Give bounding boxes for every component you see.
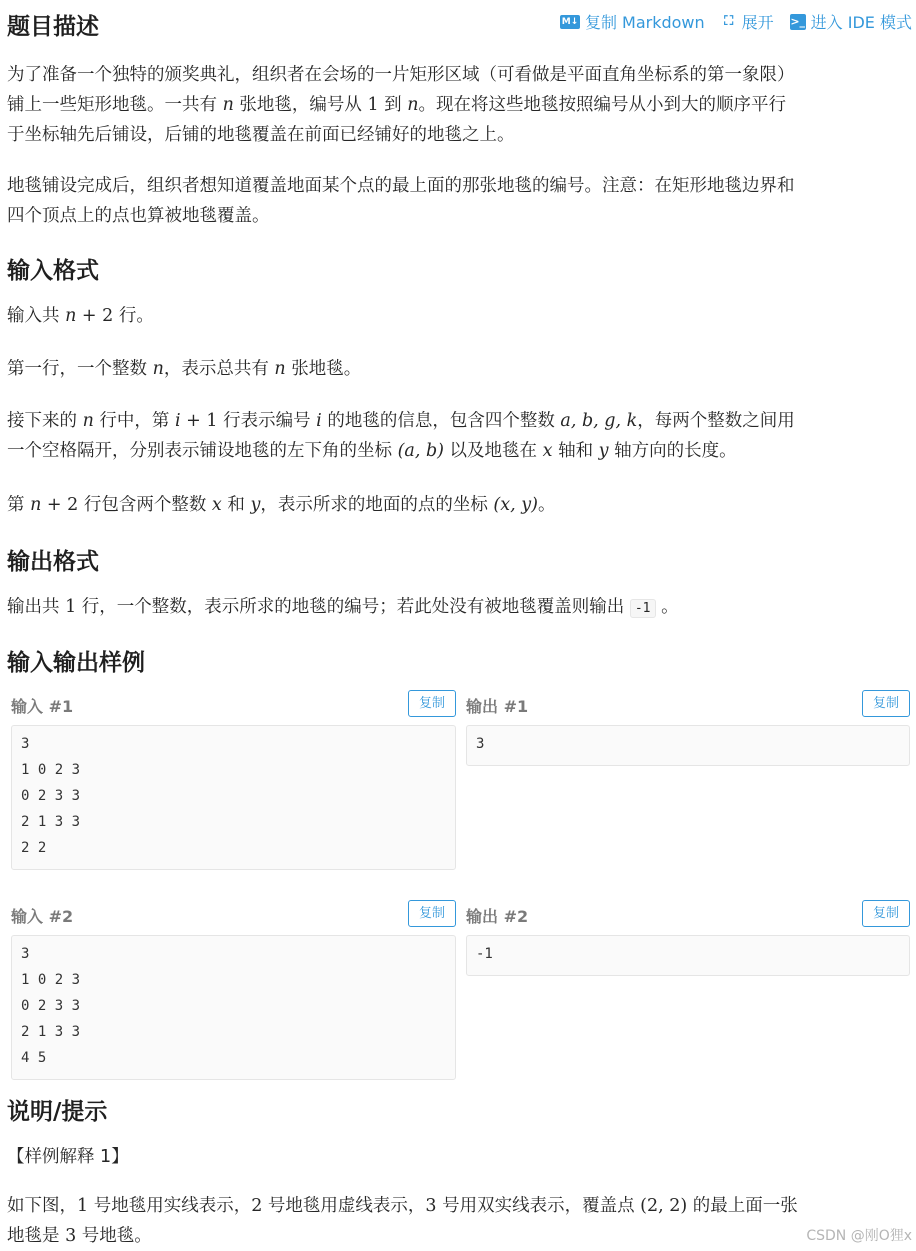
watermark: CSDN @刚O狸x — [806, 1228, 912, 1244]
math: 1 — [77, 1196, 89, 1216]
input-format-line-2 — [7, 354, 912, 384]
text: 号地毯用实线表示， — [88, 1196, 252, 1216]
text: 行包含两个整数 — [78, 495, 212, 515]
ide-mode-button[interactable] — [790, 10, 912, 33]
text: 行，一个整数，表示所求的地毯的编号；若此处没有被地毯覆盖则输出 — [76, 597, 630, 617]
code-line: 1 0 2 3 — [21, 762, 81, 778]
math: x — [542, 441, 553, 461]
description-paragraph-1 — [7, 60, 912, 150]
text: 第一行，一个整数 — [7, 359, 153, 379]
text: 第 — [7, 495, 31, 515]
terminal-icon: >_ — [790, 14, 806, 28]
markdown-icon: M↓ — [561, 16, 579, 27]
input-format-line-3 — [7, 406, 912, 466]
text: 张地毯，编号从 — [233, 95, 368, 115]
math: n — [407, 95, 419, 115]
toolbar — [560, 10, 912, 33]
math: y — [598, 441, 609, 461]
text: 铺上一些矩形地毯。一共有 — [7, 95, 223, 115]
text: 为了准备一个独特的颁奖典礼，组织者在会场的一片矩形区域（可看做是平面直角坐标系的第一象限） — [7, 65, 795, 85]
math: n — [82, 411, 94, 431]
text: 。现在将这些地毯按照编号从小到大的顺序平行 — [418, 95, 787, 115]
text: 的最上面一张 — [687, 1196, 798, 1216]
copy-markdown-label: 复制 Markdown — [584, 13, 705, 32]
math: i — [316, 411, 322, 431]
math: (2, 2) — [640, 1196, 688, 1216]
text: 号地毯用虚线表示， — [262, 1196, 426, 1216]
math: 2 — [251, 1196, 263, 1216]
math: 1 — [65, 597, 77, 617]
sample-1-input-label: 输入 #1 — [11, 697, 74, 716]
text: 和 — [221, 495, 251, 515]
text: 如下图， — [7, 1196, 77, 1216]
math: (a, b) — [397, 441, 444, 461]
section-heading-input: 输入格式 — [7, 258, 99, 284]
section-heading-samples: 输入输出样例 — [7, 650, 145, 676]
text: 于坐标轴先后铺设，后铺的地毯覆盖在前面已经铺好的地毯之上。 — [7, 125, 515, 145]
text: 号地毯。 — [76, 1226, 152, 1246]
text: 四个顶点上的点也算被地毯覆盖。 — [7, 206, 270, 226]
text: 一个空格隔开，分别表示铺设地毯的左下角的坐标 — [7, 441, 398, 461]
sample-1-input-box[interactable] — [11, 725, 456, 870]
copy-sample-1-input-button[interactable]: 复制 — [408, 690, 456, 717]
expand-label: 展开 — [741, 13, 774, 32]
copy-markdown-button[interactable] — [560, 10, 705, 33]
code-line: 3 — [21, 946, 30, 962]
math: 3 — [425, 1196, 437, 1216]
text: 行中，第 — [93, 411, 175, 431]
copy-sample-2-input-button[interactable]: 复制 — [408, 900, 456, 927]
sample-1-output-box[interactable] — [466, 725, 910, 766]
text: 行。 — [113, 306, 154, 326]
code-line: 2 2 — [21, 840, 47, 856]
math: x — [211, 495, 222, 515]
math: n — [222, 95, 234, 115]
section-heading-output: 输出格式 — [7, 549, 99, 575]
text: 以及地毯在 — [443, 441, 543, 461]
text: 接下来的 — [7, 411, 83, 431]
math: n — [274, 359, 286, 379]
text: 行表示编号 — [217, 411, 317, 431]
text: 输入共 — [7, 306, 66, 326]
text: 的地毯的信息，包含四个整数 — [321, 411, 561, 431]
section-heading-hint: 说明/提示 — [7, 1099, 108, 1125]
text: 地毯是 — [7, 1226, 66, 1246]
sample-2-output-label: 输出 #2 — [466, 907, 529, 926]
code-line: 2 1 3 3 — [21, 1024, 81, 1040]
code-line: 2 1 3 3 — [21, 814, 81, 830]
sample-2-output-box[interactable] — [466, 935, 910, 976]
input-format-line-1 — [7, 301, 912, 331]
code-line: 4 5 — [21, 1050, 47, 1066]
inline-code: -1 — [630, 599, 656, 618]
text: 号用双实线表示，覆盖点 — [436, 1196, 641, 1216]
text: 输出共 — [7, 597, 66, 617]
math: (x, y) — [493, 495, 538, 515]
hint-line-1 — [7, 1142, 912, 1172]
text: ，表示所求的地面的点的坐标 — [260, 495, 494, 515]
output-format-line-1 — [7, 592, 912, 624]
hint-paragraph — [7, 1191, 912, 1251]
math: n — [152, 359, 164, 379]
math: + 2 — [41, 495, 79, 515]
text: 。 — [655, 597, 679, 617]
ide-mode-label: 进入 IDE 模式 — [810, 13, 912, 32]
math: n — [30, 495, 42, 515]
input-format-line-5 — [7, 490, 912, 520]
sample-2-input-label: 输入 #2 — [11, 907, 74, 926]
code-line: -1 — [476, 946, 493, 962]
code-line: 0 2 3 3 — [21, 998, 81, 1014]
math: i — [174, 411, 181, 431]
expand-icon: ⛶ — [724, 13, 734, 29]
expand-button[interactable] — [721, 10, 774, 33]
math: 1 — [367, 95, 379, 115]
math: + 1 — [180, 411, 218, 431]
math: y — [250, 495, 261, 515]
text: ，表示总共有 — [163, 359, 275, 379]
text: 【样例解释 1】 — [7, 1147, 129, 1167]
text: 到 — [378, 95, 408, 115]
description-paragraph-2 — [7, 171, 912, 231]
text: 张地毯。 — [285, 359, 362, 379]
text: ，每两个整数之间用 — [637, 411, 795, 431]
text: 地毯铺设完成后，组织者想知道覆盖地面某个点的最上面的那张地毯的编号。注意：在矩形地毯边界和 — [7, 176, 795, 196]
copy-sample-2-output-button[interactable]: 复制 — [862, 900, 910, 927]
section-heading-description: 题目描述 — [7, 14, 99, 40]
code-line: 3 — [21, 736, 30, 752]
math: + 2 — [76, 306, 114, 326]
code-line: 0 2 3 3 — [21, 788, 81, 804]
code-line: 1 0 2 3 — [21, 972, 81, 988]
text: 。 — [537, 495, 556, 515]
sample-2-input-box[interactable] — [11, 935, 456, 1080]
sample-1-output-label: 输出 #1 — [466, 697, 529, 716]
text: 轴和 — [552, 441, 599, 461]
text: 轴方向的长度。 — [608, 441, 737, 461]
math: n — [65, 306, 77, 326]
copy-sample-1-output-button[interactable]: 复制 — [862, 690, 910, 717]
math: a, b, g, k — [560, 411, 638, 431]
code-line: 3 — [476, 736, 485, 752]
math: 3 — [65, 1226, 77, 1246]
